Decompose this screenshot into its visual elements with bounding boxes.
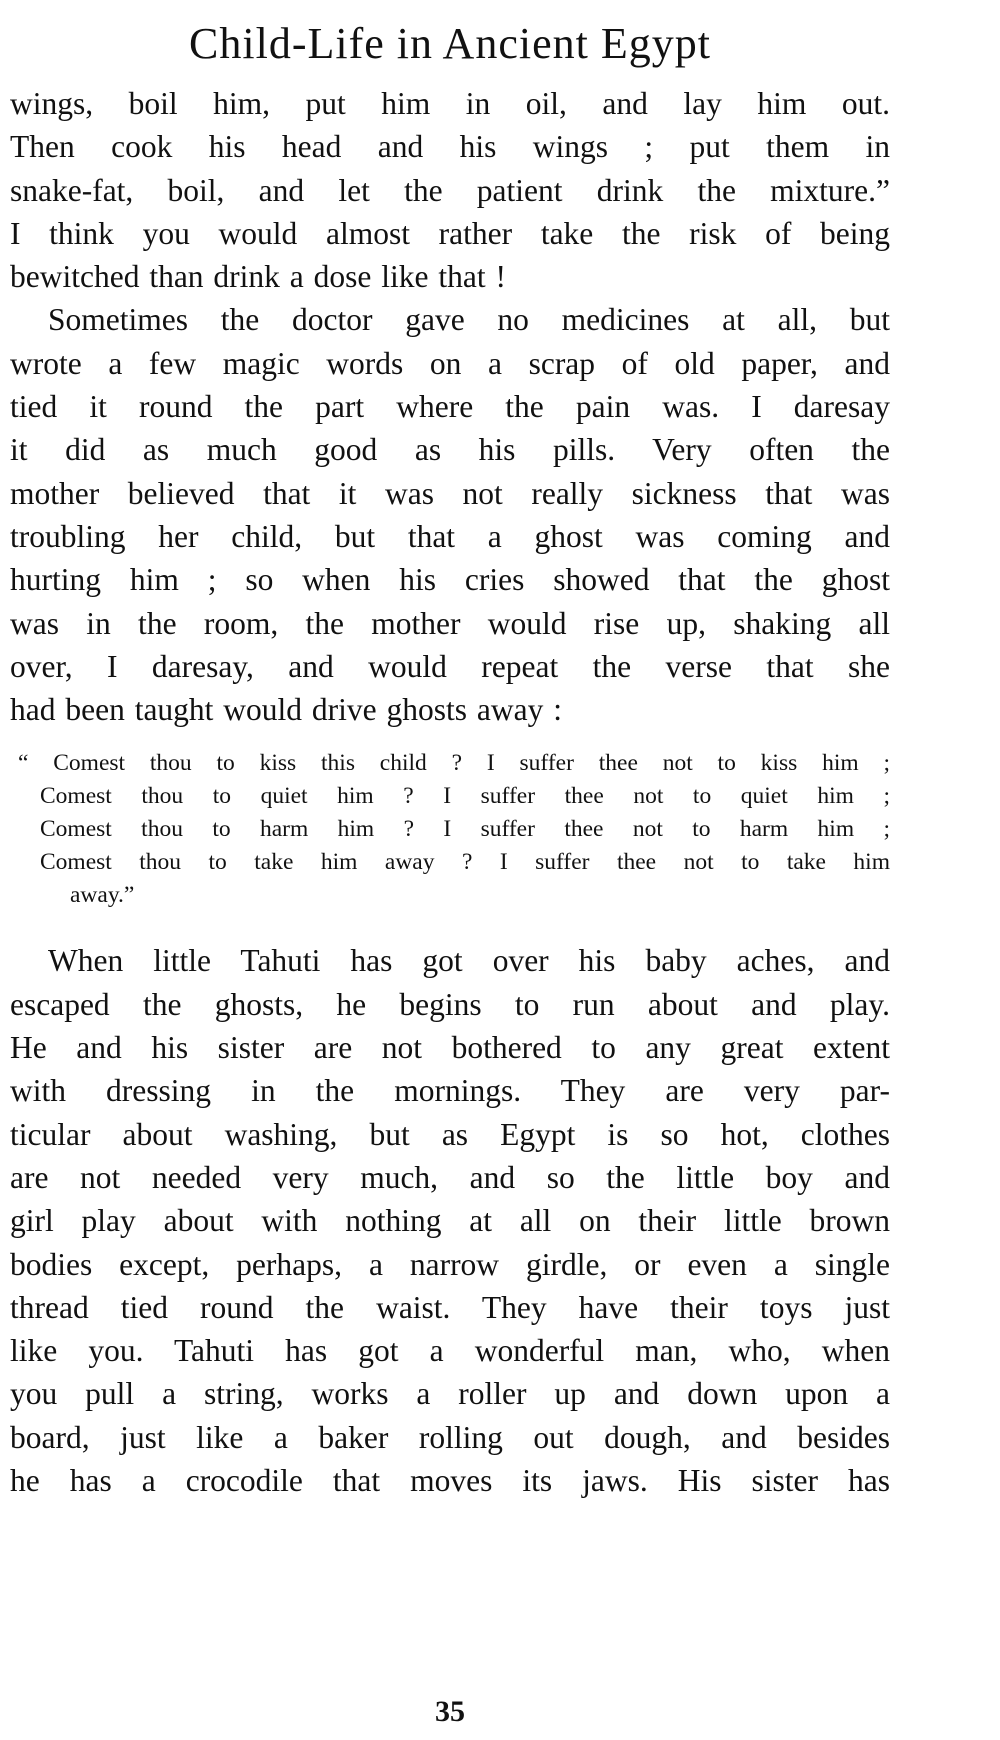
text-line: with dressing in the mornings. They are very par- — [10, 1073, 890, 1109]
page-number: 35 — [435, 1695, 465, 1728]
text-line: When little Tahuti has got over his baby aches, and — [48, 943, 890, 979]
verse-line: Comest thou to take him away ? I suffer thee not to take him — [40, 848, 890, 875]
text-line: board, just like a baker rolling out dough, and besides — [10, 1419, 890, 1455]
text-line: are not needed very much, and so the little boy and — [10, 1159, 890, 1195]
text-line: wrote a few magic words on a scrap of old paper, and — [10, 345, 890, 381]
verse-line: Comest thou to quiet him ? I suffer thee not to quiet him ; — [40, 783, 890, 810]
text-line: He and his sister are not bothered to any great extent — [10, 1030, 890, 1066]
text-line: girl play about with nothing at all on their little brown — [10, 1203, 890, 1239]
text-line: hurting him ; so when his cries showed that the ghost — [10, 562, 890, 598]
book-page — [10, 0, 890, 1740]
text-line: wings, boil him, put him in oil, and lay him out. — [10, 86, 890, 121]
text-line: snake-fat, boil, and let the patient drink the mixture.” — [10, 172, 890, 208]
text-line: like you. Tahuti has got a wonderful man, who, when — [10, 1333, 890, 1369]
text-line: I think you would almost rather take the risk of being — [10, 215, 890, 251]
text-line: tied it round the part where the pain was. I daresay — [10, 389, 890, 425]
paragraph-2 — [10, 298, 890, 731]
verse-line: “ Comest thou to kiss this child ? I suffer thee not to kiss him ; — [18, 750, 890, 777]
running-head: Child-Life in Ancient Egypt — [189, 19, 711, 68]
text-line: you pull a string, works a roller up and down upon a — [10, 1376, 890, 1412]
text-line: Sometimes the doctor gave no medicines at all, but — [48, 302, 890, 338]
text-line: mother believed that it was not really sickness that was — [10, 475, 890, 511]
text-line: over, I daresay, and would repeat the verse that she — [10, 648, 890, 684]
text-line: thread tied round the waist. They have their toys just — [10, 1289, 890, 1325]
verse-line: away.” — [70, 881, 135, 908]
paragraph-3 — [10, 939, 890, 1502]
spacer — [10, 911, 890, 939]
text-line: Then cook his head and his wings ; put them in — [10, 129, 890, 165]
text-line: escaped the ghosts, he begins to run about and play. — [10, 986, 890, 1022]
text-line: bodies except, perhaps, a narrow girdle, or even a single — [10, 1246, 890, 1282]
text-line: ticular about washing, but as Egypt is so hot, clothes — [10, 1116, 890, 1152]
verse-line: Comest thou to harm him ? I suffer thee not to harm him ; — [40, 816, 890, 843]
verse-quotation — [10, 747, 890, 911]
text-line: bewitched than drink a dose like that ! — [10, 259, 506, 295]
text-line: troubling her child, but that a ghost was coming and — [10, 518, 890, 554]
text-line: was in the room, the mother would rise up, shaking all — [10, 605, 890, 641]
text-line: it did as much good as his pills. Very often the — [10, 432, 890, 468]
text-line: he has a crocodile that moves its jaws. His sister has — [10, 1463, 890, 1498]
text-line: had been taught would drive ghosts away : — [10, 692, 563, 728]
paragraph-1 — [10, 82, 890, 298]
